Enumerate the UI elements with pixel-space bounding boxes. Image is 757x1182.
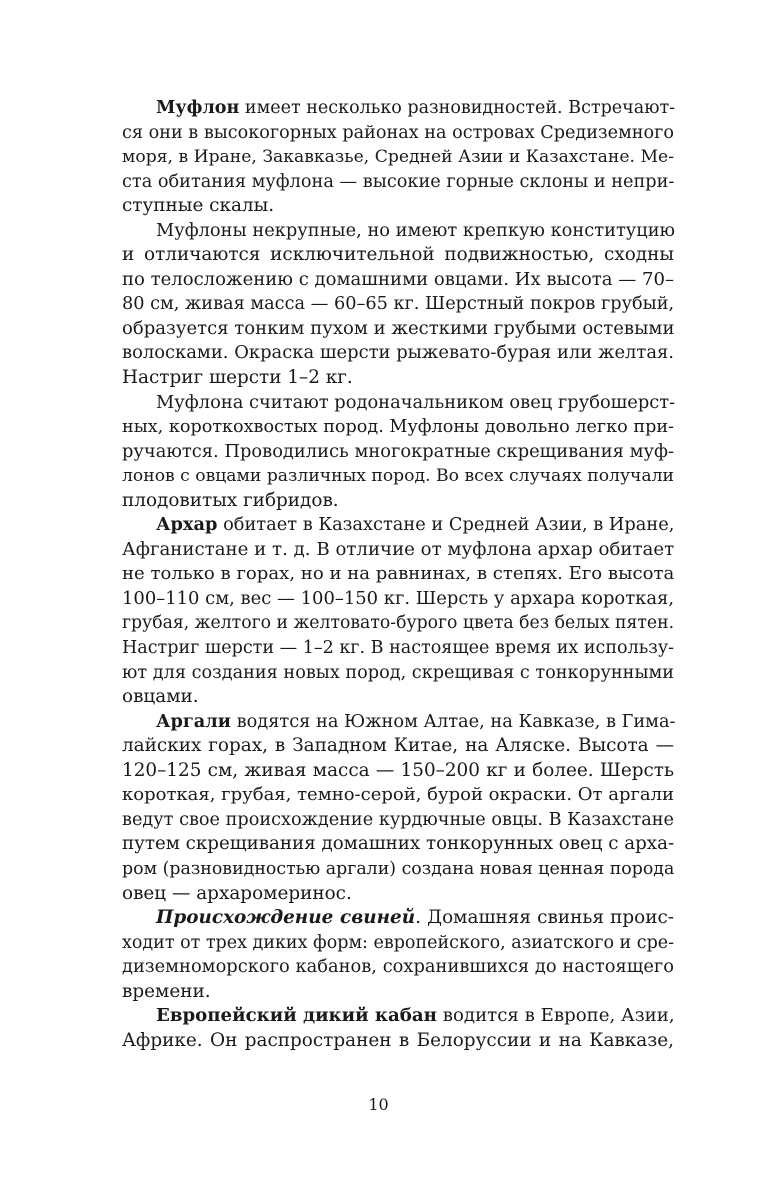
text-line	[122, 587, 674, 612]
line-text: по телосложению с домашними овцами. Их высота — 70–	[122, 268, 674, 290]
text-line	[122, 759, 674, 784]
paragraph-lead-term: Муфлон	[156, 98, 240, 118]
text-line	[122, 734, 674, 759]
line-text: плодовитых гибридов.	[122, 489, 339, 511]
line-text: Муфлона считают родоначальником овец грубошерст-	[156, 391, 676, 413]
line-text: ходит от трех диких форм: европейского, азиатского и сре-	[122, 932, 675, 953]
text-line	[122, 685, 674, 710]
text-line	[122, 661, 674, 686]
line-text: волосками. Окраска шерсти рыжевато-бурая или желтая.	[122, 342, 674, 364]
text-line	[122, 906, 674, 931]
text-line	[122, 882, 674, 907]
line-text: образуется тонким пухом и жесткими грубыми остевыми	[122, 317, 675, 339]
paragraph-lead-term: Происхождение свиней	[156, 907, 416, 929]
text-line	[122, 783, 674, 808]
line-text: лонов с овцами различных пород. Во всех случаях получали	[122, 466, 674, 487]
line-text: овцами.	[122, 686, 199, 708]
text-line	[122, 170, 674, 195]
line-text: ста обитания муфлона — высокие горные склоны и непри-	[122, 171, 675, 192]
paragraph	[122, 1004, 674, 1053]
paragraph	[122, 219, 674, 391]
text-line	[122, 317, 674, 342]
paragraph	[122, 906, 674, 1004]
line-text: Африке. Он распространен в Белоруссии и на Кавказе,	[122, 1029, 674, 1051]
line-text: диземноморского кабанов, сохранившихся до настоящего	[122, 956, 674, 978]
paragraph	[122, 513, 674, 709]
paragraph	[122, 710, 674, 906]
text-line	[122, 243, 674, 268]
line-text: путем скрещивания домашних тонкорунных овец с арха-	[122, 833, 675, 855]
paragraph	[122, 96, 674, 219]
line-text: ром (разновидностью аргали) создана новая ценная порода	[122, 858, 675, 879]
line-text: ручаются. Проводились многократные скрещивания муф-	[122, 440, 674, 462]
text-line	[122, 611, 674, 636]
line-text: . Домашняя свинья проис-	[415, 907, 674, 929]
text-line	[122, 219, 674, 244]
line-text: не только в горах, но и на равнинах, в степях. Его высота	[122, 563, 675, 585]
text-line	[122, 832, 674, 857]
text-line	[122, 440, 674, 465]
text-line	[122, 268, 674, 293]
line-text: имеет несколько разновидностей. Встречают-	[239, 98, 676, 118]
line-text: Настриг шерсти 1–2 кг.	[122, 367, 353, 389]
text-line	[122, 341, 674, 366]
text-line	[122, 489, 674, 514]
line-text: водятся на Южном Алтае, на Кавказе, в Гима-	[230, 711, 676, 732]
text-line	[122, 562, 674, 587]
line-text: ся они в высокогорных районах на островах Средиземного	[122, 122, 674, 143]
text-line	[122, 931, 674, 956]
line-text: ют для создания новых пород, скрещивая с тонкорунными	[122, 662, 674, 683]
paragraph-lead-term: Архар	[156, 514, 218, 536]
page-number: 10	[368, 1095, 389, 1114]
paragraph	[122, 391, 674, 514]
line-text: 80 см, живая масса — 60–65 кг. Шерстный покров грубый,	[122, 294, 675, 315]
text-line	[122, 955, 674, 980]
text-line	[122, 538, 674, 563]
text-line	[122, 857, 674, 882]
text-line	[122, 292, 674, 317]
line-text: 120–125 см, живая масса — 150–200 кг и более. Шерсть	[122, 759, 674, 781]
text-line	[122, 1004, 674, 1029]
line-text: грубая, желтого и желтовато-бурого цвета без белых пятен.	[122, 613, 675, 634]
line-text: времени.	[122, 980, 211, 1002]
paragraph-lead-term: Европейский дикий кабан	[156, 1005, 437, 1027]
line-text: Афганистане и т. д. В отличие от муфлона архар обитает	[122, 538, 675, 560]
line-text: Муфлоны некрупные, но имеют крепкую конституцию	[156, 219, 676, 241]
line-text: овец — архаромеринос.	[122, 882, 352, 904]
line-text: ведут свое происхождение курдючные овцы. В Казахстане	[122, 809, 674, 830]
text-line	[122, 1029, 674, 1054]
line-text: 100–110 см, вес — 100–150 кг. Шерсть у архара короткая,	[122, 587, 675, 609]
text-line	[122, 366, 674, 391]
page-body	[122, 96, 674, 1053]
text-line	[122, 980, 674, 1005]
line-text: обитает в Казахстане и Средней Азии, в Иране,	[217, 514, 675, 536]
line-text: короткая, грубая, темно-серой, бурой окраски. От аргали	[122, 784, 675, 806]
line-text: ных, короткохвостых пород. Муфлоны довольно легко при-	[122, 417, 674, 438]
text-line	[122, 145, 674, 170]
text-line	[122, 710, 674, 735]
text-line	[122, 121, 674, 146]
line-text: и отличаются исключительной подвижностью, сходны	[122, 244, 674, 266]
line-text: водится в Европе, Азии,	[436, 1005, 675, 1027]
text-line	[122, 464, 674, 489]
line-text: лайских горах, в Западном Китае, на Аляске. Высота —	[122, 735, 674, 757]
text-line	[122, 415, 674, 440]
text-line	[122, 391, 674, 416]
paragraph-lead-term: Аргали	[156, 710, 231, 732]
text-line	[122, 636, 674, 661]
text-line	[122, 513, 674, 538]
text-line	[122, 808, 674, 833]
text-line	[122, 194, 674, 219]
line-text: моря, в Иране, Закавказье, Средней Азии и Казахстане. Ме-	[122, 147, 674, 168]
line-text: ступные скалы.	[122, 195, 275, 217]
line-text: Настриг шерсти — 1–2 кг. В настоящее время их использу-	[122, 638, 675, 659]
text-line	[122, 96, 674, 121]
